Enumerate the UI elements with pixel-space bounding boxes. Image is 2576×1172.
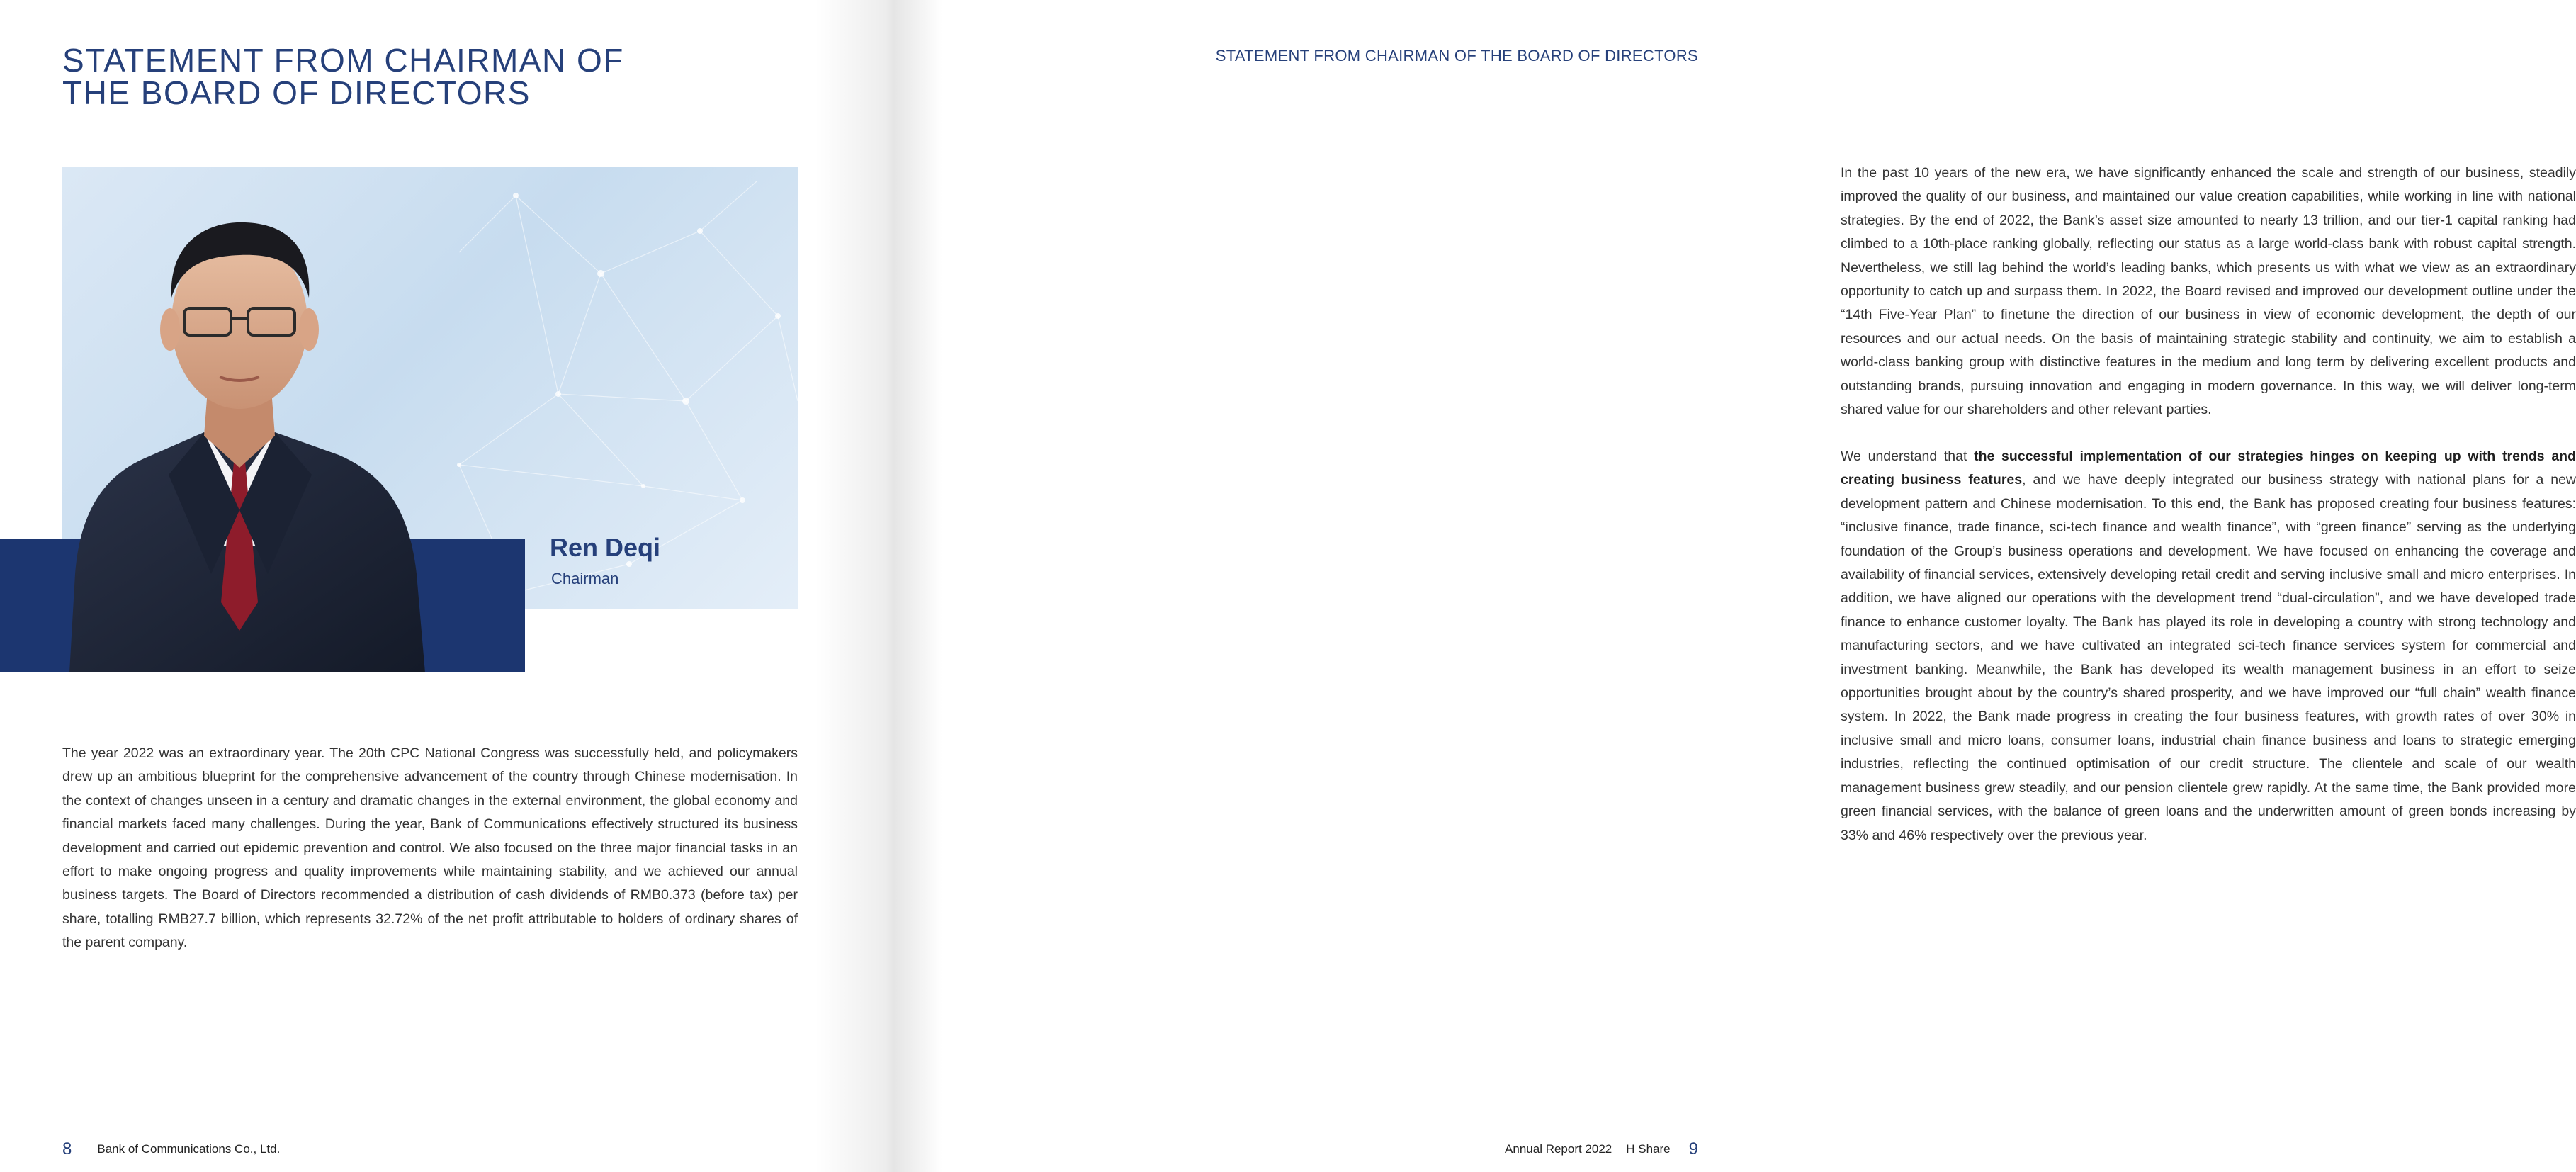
right-page <box>878 0 2576 1172</box>
body-paragraph-2 <box>1841 445 2576 847</box>
paragraph-2-lead: We understand that <box>1841 449 1975 464</box>
chairman-role: Chairman <box>551 570 619 587</box>
page-title <box>62 44 771 109</box>
chairman-name: Ren Deqi <box>550 533 661 562</box>
chairman-portrait <box>62 177 431 672</box>
running-header: STATEMENT FROM CHAIRMAN OF THE BOARD OF DIRECTORS <box>1215 47 1698 64</box>
page-number-left: 8 <box>62 1139 72 1159</box>
title-line-1: STATEMENT FROM CHAIRMAN OF <box>62 42 624 79</box>
left-footer <box>62 1139 280 1159</box>
title-line-2: THE BOARD OF DIRECTORS <box>62 74 531 111</box>
report-name: Annual Report 2022 <box>1505 1142 1612 1156</box>
paragraph-2-emphasis: the successful implementation of our strategies hinges on keeping up with trends and creating business features <box>1841 449 2576 488</box>
right-footer <box>1505 1139 1698 1159</box>
intro-paragraph: The year 2022 was an extraordinary year. The 20th CPC National Congress was successfully held, and policymakers drew up an ambitious blueprint for the comprehensive advancement of the country through Chinese modernisation. In the context of changes unseen in a century and dramatic changes in the external environment, the global economy and financial markets faced many challenges. During the year, Bank of Communications effectively structured its business development and carried out epidemic prevention and control. We also focused on the three major financial tasks in an effort to make ongoing progress and quality improvements while maintaining stability, and we achieved our annual business targets. The Board of Directors recommended a distribution of cash dividends of RMB0.373 (before tax) per share, totalling RMB27.7 billion, which represents 32.72% of the net profit attributable to holders of ordinary shares of the parent company. <box>62 745 798 951</box>
page-number-right: 9 <box>1688 1139 1698 1159</box>
company-name: Bank of Communications Co., Ltd. <box>97 1142 281 1156</box>
body-paragraph-1: In the past 10 years of the new era, we have significantly enhanced the scale and strength of our business, steadily improved the quality of our business, and maintained our value creation capabilities, while working in line with national strategies. By the end of 2022, the Bank’s asset size amounted to nearly 13 trillion, and our tier-1 capital ranking had climbed to a 10th-place ranking globally, reflecting our status as a large world-class bank with robust capital strength. Nevertheless, we still lag behind the world’s leading banks, which presents us with what we view as an extraordinary opportunity to catch up and surpass them. In 2022, the Board revised and improved our development outline under the “14th Five-Year Plan” to finetune the direction of our business in view of economic development, the depth of our resources and our actual needs. On the basis of maintaining strategic stability and continuity, we aim to establish a world-class banking group with distinctive features in the medium and long term by delivering excellent products and outstanding brands, pursuing innovation and engaging in modern governance. In this way, we will deliver long-term shared value for our shareholders and other relevant parties. <box>1841 165 2576 418</box>
left-page <box>0 0 878 1172</box>
paragraph-2-rest: , and we have deeply integrated our business strategy with national plans for a new development pattern and Chinese modernisation. To this end, the Bank has proposed creating four business features: “inclusive finance, trade finance, sci-tech finance and wealth finance”, with “green finance” serving as the underlying foundation of the Group’s business operations and development. We have focused on enhancing the coverage and availability of financial services, extensively developing retail credit and serving inclusive small and micro enterprises. In addition, we have aligned our operations with the development trend “dual-circulation”, and we have developed trade finance to enhance customer loyalty. The Bank has played its role in developing a country with strong technology and manufacturing sectors, and we have cultivated an integrated sci-tech finance services system for commercial and investment banking. Meanwhile, the Bank has developed its wealth management business in an effort to seize opportunities brought about by the country’s shared prosperity, and we have improved our “full chain” wealth finance system. In 2022, the Bank made progress in creating the four business features, with growth rates of over 30% in inclusive small and micro loans, consumer loans, industrial chain finance business and loans to strategic emerging industries, reflecting the continued optimisation of our credit structure. The clientele and scale of our wealth management business grew steadily, and our pension clientele grew rapidly. At the same time, the Bank provided more green financial services, with the balance of green loans and the underwritten amount of green bonds increasing by 33% and 46% respectively over the previous year. <box>1841 472 2576 843</box>
share-class: H Share <box>1626 1142 1671 1156</box>
